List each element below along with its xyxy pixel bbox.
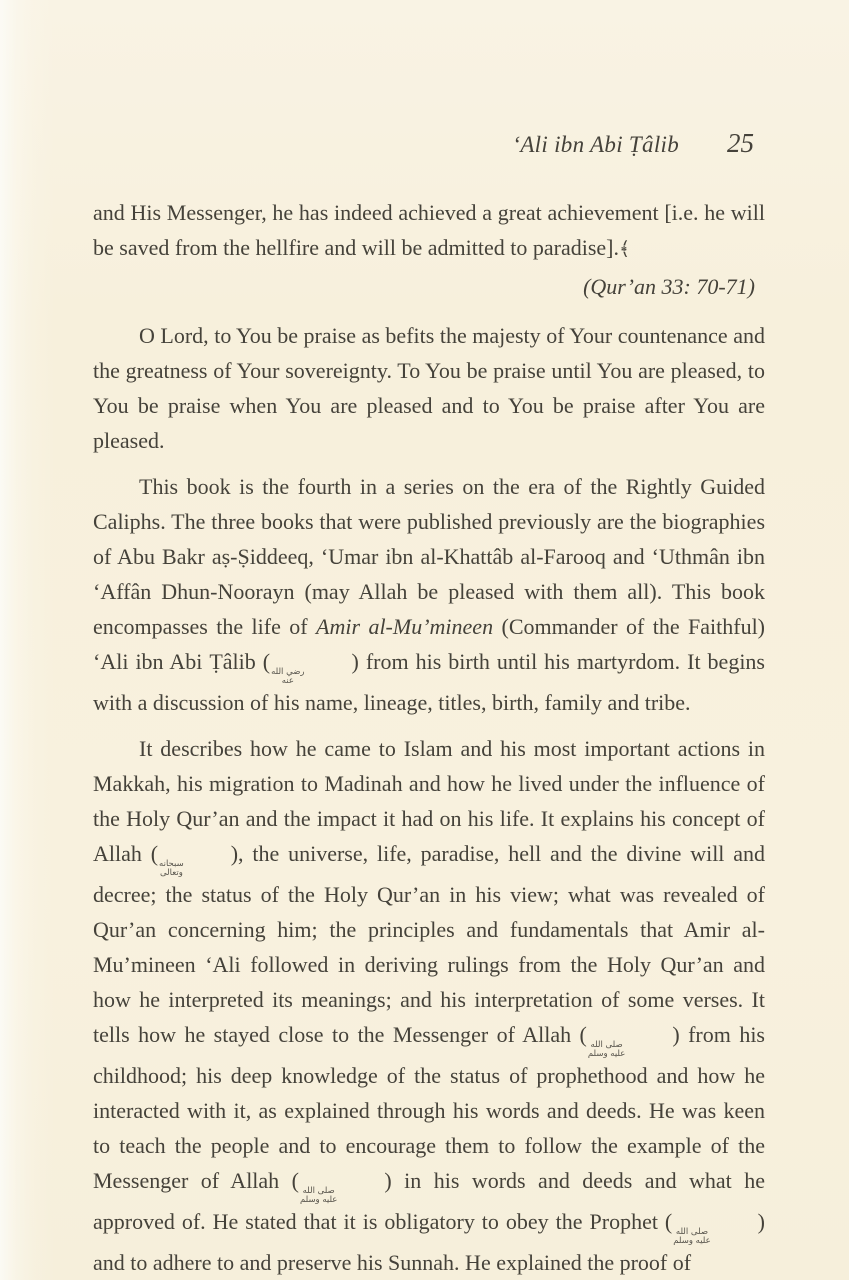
- text-run: ) from his birth until his martyrdom. It begins with a discussion of his name, lineage, titles, birth, family and tribe.: [93, 649, 765, 715]
- continuation-paragraph: [93, 195, 765, 267]
- sallallahu-alayhi-wa-sallam-honorific: صلى الله عليه وسلم: [299, 1186, 338, 1205]
- quran-closing-ornament: ﴾: [618, 238, 631, 260]
- praise-paragraph: [93, 318, 765, 458]
- text-run: This book is the fourth in a series on the era of the Rightly Guided Caliphs. The three books that were published previously are the biographies of Abu Bakr aṣ-Ṣiddeeq, ‘Umar ibn al-Khattâb al-Farooq and ‘Uthmân ibn ‘Affân Dhun-Noorayn (may Allah be pleased with them all). This book encompasses the life of: [93, 474, 765, 639]
- text-run: ) from his childhood; his deep knowledge of the status of prophethood and how he interacted with it, as explained through his words and deeds. He was keen to teach the people and to encourage them to follow the example of the Messenger of Allah (: [93, 1022, 765, 1193]
- text-run: ) in his words and deeds and what he approved of. He stated that it is obligatory to obey the Prophet (: [93, 1168, 765, 1234]
- radi-allahu-anhu-honorific: رضي الله عنه: [271, 667, 305, 686]
- series-paragraph: [93, 469, 765, 720]
- overview-paragraph: [93, 731, 765, 1280]
- text-run: and His Messenger, he has indeed achieved a great achievement [i.e. he will be saved from the hellfire and will be admitted to paradise].: [93, 200, 765, 260]
- page-header: [93, 128, 765, 159]
- text-run: O Lord, to You be praise as befits the majesty of Your countenance and the greatness of Your sovereignty. To You be praise until You are pleased, to You be praise when You are pleased and to You be praise after You are pleased.: [93, 323, 765, 453]
- text-run: It describes how he came to Islam and his most important actions in Makkah, his migration to Madinah and how he lived under the influence of the Holy Qur’an and the impact it had on his life. It explains his concept of Allah (: [93, 736, 765, 866]
- text-run: (Qur’an 33: 70-71): [583, 274, 755, 299]
- text-run: ), the universe, life, paradise, hell and the divine will and decree; the status of the Holy Qur’an in his view; what was revealed of Qur’an concerning him; the principles and fundamentals that Amir al-Mu’mineen ‘Ali followed in deriving rulings from the Holy Qur’an and how he interpreted its meanings; and his interpretation of some verses. It tells how he stayed close to the Messenger of Allah (: [93, 841, 766, 1047]
- page-body: [93, 195, 765, 1280]
- text-run: (Commander of the Faithful) ‘Ali ibn Abi Ṭâlib (: [93, 614, 766, 674]
- sallallahu-alayhi-wa-sallam-honorific: صلى الله عليه وسلم: [587, 1040, 626, 1059]
- running-title: ‘Ali ibn Abi Ṭâlib: [512, 132, 679, 157]
- text-run: ) and to adhere to and preserve his Sunnah. He explained the proof of: [93, 1209, 765, 1275]
- subhanahu-wa-taala-honorific: سبحانه وتعالى: [159, 859, 184, 878]
- text-run: Amir al-Mu’mineen: [316, 614, 494, 639]
- page-number: 25: [727, 128, 754, 158]
- sallallahu-alayhi-wa-sallam-honorific: صلى الله عليه وسلم: [673, 1227, 711, 1246]
- quran-attribution: [93, 269, 765, 304]
